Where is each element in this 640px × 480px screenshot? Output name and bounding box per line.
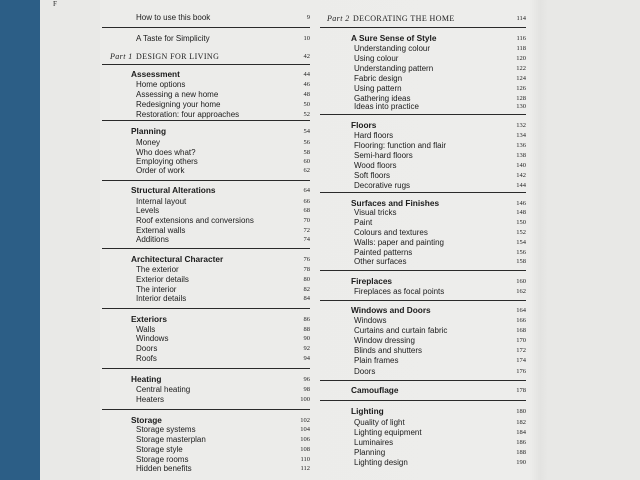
page-number: 106: [300, 436, 310, 443]
section-divider: [102, 64, 310, 65]
contents-entry: [102, 394, 310, 405]
entry-title: DECORATING THE HOME: [353, 14, 455, 23]
entry-title: Luminaires: [354, 438, 394, 447]
page-number: 108: [300, 446, 310, 453]
part-heading: [320, 13, 526, 24]
page-number: 166: [516, 317, 526, 324]
page-number: 42: [303, 53, 310, 60]
entry-title: Doors: [136, 344, 158, 353]
page-number: 114: [516, 15, 526, 22]
entry-title: Restoration: four approaches: [136, 110, 240, 119]
entry-title: Gathering ideas: [354, 94, 411, 103]
entry-title: Soft floors: [354, 171, 391, 180]
part-number: Part 1: [110, 52, 133, 61]
page-number: 72: [303, 227, 310, 234]
page-number: 94: [303, 355, 310, 362]
page-number: 172: [516, 347, 526, 354]
section-divider: [320, 114, 526, 115]
entry-title: Roof extensions and conversions: [136, 216, 254, 225]
section-divider: [102, 409, 310, 410]
section-heading: [320, 406, 526, 417]
section-divider: [102, 308, 310, 309]
page-number: 68: [303, 207, 310, 214]
page-edge-letter: F: [53, 0, 57, 8]
entry-title: A Taste for Simplicity: [136, 34, 210, 43]
section-divider: [320, 300, 526, 301]
page-number: 76: [303, 256, 310, 263]
entry-title: Walls: paper and painting: [354, 238, 444, 247]
contents-entry: [320, 101, 526, 112]
page-number: 144: [516, 182, 526, 189]
entry-title: Wood floors: [354, 161, 397, 170]
entry-title: Fabric design: [354, 74, 403, 83]
page-number: 124: [516, 75, 526, 82]
page-number: 156: [516, 249, 526, 256]
entry-title: How to use this book: [136, 13, 211, 22]
entry-title: Home options: [136, 80, 186, 89]
entry-title: Who does what?: [136, 148, 196, 157]
page-number: 50: [303, 101, 310, 108]
page-number: 188: [516, 449, 526, 456]
entry-title: Storage systems: [136, 425, 196, 434]
section-heading: [320, 385, 526, 396]
entry-title: Blinds and shutters: [354, 346, 423, 355]
entry-title: Exteriors: [131, 314, 167, 324]
entry-title: Using colour: [354, 54, 399, 63]
section-divider: [102, 180, 310, 181]
page-number: 54: [303, 128, 310, 135]
page-number: 154: [516, 239, 526, 246]
page-number: 116: [516, 35, 526, 42]
entry-title: Assessment: [131, 69, 180, 79]
page-number: 82: [303, 286, 310, 293]
entry-title: Planning: [131, 126, 167, 136]
section-divider: [320, 400, 526, 401]
page-number: 66: [303, 198, 310, 205]
entry-title: Assessing a new home: [136, 90, 219, 99]
entry-title: Heating: [131, 374, 162, 384]
contents-entry: [102, 353, 310, 364]
entry-title: Employing others: [136, 157, 198, 166]
entry-title: The exterior: [136, 265, 179, 274]
entry-title: Redesigning your home: [136, 100, 221, 109]
contents-entry: [102, 165, 310, 176]
entry-title: The interior: [136, 285, 177, 294]
page-number: 142: [516, 172, 526, 179]
contents-entry: [102, 463, 310, 474]
page-number: 98: [303, 386, 310, 393]
section-heading: [102, 126, 310, 137]
page-number: 80: [303, 276, 310, 283]
page-number: 138: [516, 152, 526, 159]
page-number: 132: [516, 122, 526, 129]
contents-entry: [102, 12, 310, 23]
page-number: 190: [516, 459, 526, 466]
page-number: 48: [303, 91, 310, 98]
part-number: Part 2: [327, 14, 350, 23]
section-divider: [320, 27, 526, 28]
page-number: 84: [303, 295, 310, 302]
page-number: 146: [516, 200, 526, 207]
entry-title: Fireplaces: [351, 276, 393, 286]
entry-title: Curtains and curtain fabric: [354, 326, 448, 335]
entry-title: Painted patterns: [354, 248, 413, 257]
page-number: 128: [516, 95, 526, 102]
page-number: 62: [303, 167, 310, 174]
entry-title: Order of work: [136, 166, 185, 175]
entry-title: External walls: [136, 226, 186, 235]
page-number: 88: [303, 326, 310, 333]
page-number: 120: [516, 55, 526, 62]
entry-title: Levels: [136, 206, 160, 215]
page-number: 126: [516, 85, 526, 92]
entry-title: A Sure Sense of Style: [351, 33, 437, 43]
section-divider: [102, 248, 310, 249]
entry-title: Planning: [354, 448, 386, 457]
entry-title: Floors: [351, 120, 377, 130]
page-number: 110: [300, 456, 310, 463]
contents-entry: [102, 33, 310, 44]
section-heading: [102, 185, 310, 196]
page-number: 122: [516, 65, 526, 72]
page-number: 184: [516, 429, 526, 436]
entry-title: Doors: [354, 367, 376, 376]
entry-title: Other surfaces: [354, 257, 407, 266]
page-number: 150: [516, 219, 526, 226]
entry-title: Internal layout: [136, 197, 187, 206]
part-heading: [102, 51, 310, 62]
entry-title: Window dressing: [354, 336, 415, 345]
page-number: 92: [303, 345, 310, 352]
page-number: 174: [516, 357, 526, 364]
page-number: 180: [516, 408, 526, 415]
page-number: 78: [303, 266, 310, 273]
contents-entry: [320, 355, 526, 366]
page-number: 176: [516, 368, 526, 375]
entry-title: Heaters: [136, 395, 165, 404]
page-number: 56: [303, 139, 310, 146]
page-number: 44: [303, 71, 310, 78]
entry-title: Hidden benefits: [136, 464, 192, 473]
entry-title: Windows: [136, 334, 169, 343]
page-number: 60: [303, 158, 310, 165]
section-divider: [320, 270, 526, 271]
section-divider: [102, 27, 310, 28]
contents-entry: [320, 457, 526, 468]
page-number: 104: [300, 426, 310, 433]
page-number: 170: [516, 337, 526, 344]
entry-title: Fireplaces as focal points: [354, 287, 445, 296]
entry-title: Lighting design: [354, 458, 408, 467]
entry-title: Ideas into practice: [354, 102, 419, 111]
page-number: 90: [303, 335, 310, 342]
page-number: 64: [303, 187, 310, 194]
page-number: 160: [516, 278, 526, 285]
entry-title: Quality of light: [354, 418, 405, 427]
page-number: 136: [516, 142, 526, 149]
section-divider: [320, 192, 526, 193]
page-number: 118: [516, 45, 526, 52]
contents-entry: [320, 256, 526, 267]
page-number: 134: [516, 132, 526, 139]
page-number: 140: [516, 162, 526, 169]
entry-title: Windows: [354, 316, 387, 325]
contents-entry: [320, 286, 526, 297]
entry-title: Surfaces and Finishes: [351, 198, 440, 208]
contents-entry: [320, 366, 526, 377]
entry-title: Plain frames: [354, 356, 399, 365]
page-number: 186: [516, 439, 526, 446]
page-number: 164: [516, 307, 526, 314]
page-number: 52: [303, 111, 310, 118]
page-number: 86: [303, 316, 310, 323]
page-number: 152: [516, 229, 526, 236]
entry-title: Visual tricks: [354, 208, 397, 217]
page-number: 102: [300, 417, 310, 424]
page-number: 46: [303, 81, 310, 88]
page-number: 178: [516, 387, 526, 394]
section-divider: [320, 380, 526, 381]
page-number: 96: [303, 376, 310, 383]
page-number: 74: [303, 236, 310, 243]
entry-title: Architectural Character: [131, 254, 224, 264]
page-number: 9: [306, 14, 310, 21]
page-number: 10: [303, 35, 310, 42]
entry-title: DESIGN FOR LIVING: [136, 52, 220, 61]
entry-title: Lighting: [351, 406, 384, 416]
contents-entry: [102, 234, 310, 245]
entry-title: Colours and textures: [354, 228, 428, 237]
entry-title: Semi-hard floors: [354, 151, 413, 160]
page-number: 58: [303, 149, 310, 156]
page-number: 158: [516, 258, 526, 265]
page-number: 112: [300, 465, 310, 472]
entry-title: Flooring: function and flair: [354, 141, 447, 150]
entry-title: Understanding colour: [354, 44, 431, 53]
entry-title: Decorative rugs: [354, 181, 411, 190]
section-divider: [102, 120, 310, 121]
contents-entry: [102, 293, 310, 304]
page-number: 148: [516, 209, 526, 216]
entry-title: Interior details: [136, 294, 187, 303]
page-number: 162: [516, 288, 526, 295]
entry-title: Central heating: [136, 385, 191, 394]
entry-title: Windows and Doors: [351, 305, 431, 315]
entry-title: Structural Alterations: [131, 185, 216, 195]
entry-title: Money: [136, 138, 161, 147]
entry-title: Storage: [131, 415, 162, 425]
contents-entry: [320, 180, 526, 191]
entry-title: Walls: [136, 325, 156, 334]
entry-title: Storage style: [136, 445, 183, 454]
entry-title: Camouflage: [351, 385, 399, 395]
entry-title: Storage rooms: [136, 455, 189, 464]
entry-title: Additions: [136, 235, 169, 244]
page-number: 168: [516, 327, 526, 334]
page-number: 182: [516, 419, 526, 426]
entry-title: Paint: [354, 218, 373, 227]
section-divider: [102, 368, 310, 369]
entry-title: Hard floors: [354, 131, 394, 140]
page-number: 70: [303, 217, 310, 224]
entry-title: Roofs: [136, 354, 157, 363]
entry-title: Lighting equipment: [354, 428, 422, 437]
entry-title: Understanding pattern: [354, 64, 434, 73]
page-number: 130: [516, 103, 526, 110]
entry-title: Using pattern: [354, 84, 402, 93]
entry-title: Exterior details: [136, 275, 189, 284]
contents-entry: [102, 109, 310, 120]
entry-title: Storage masterplan: [136, 435, 206, 444]
page-number: 100: [300, 396, 310, 403]
